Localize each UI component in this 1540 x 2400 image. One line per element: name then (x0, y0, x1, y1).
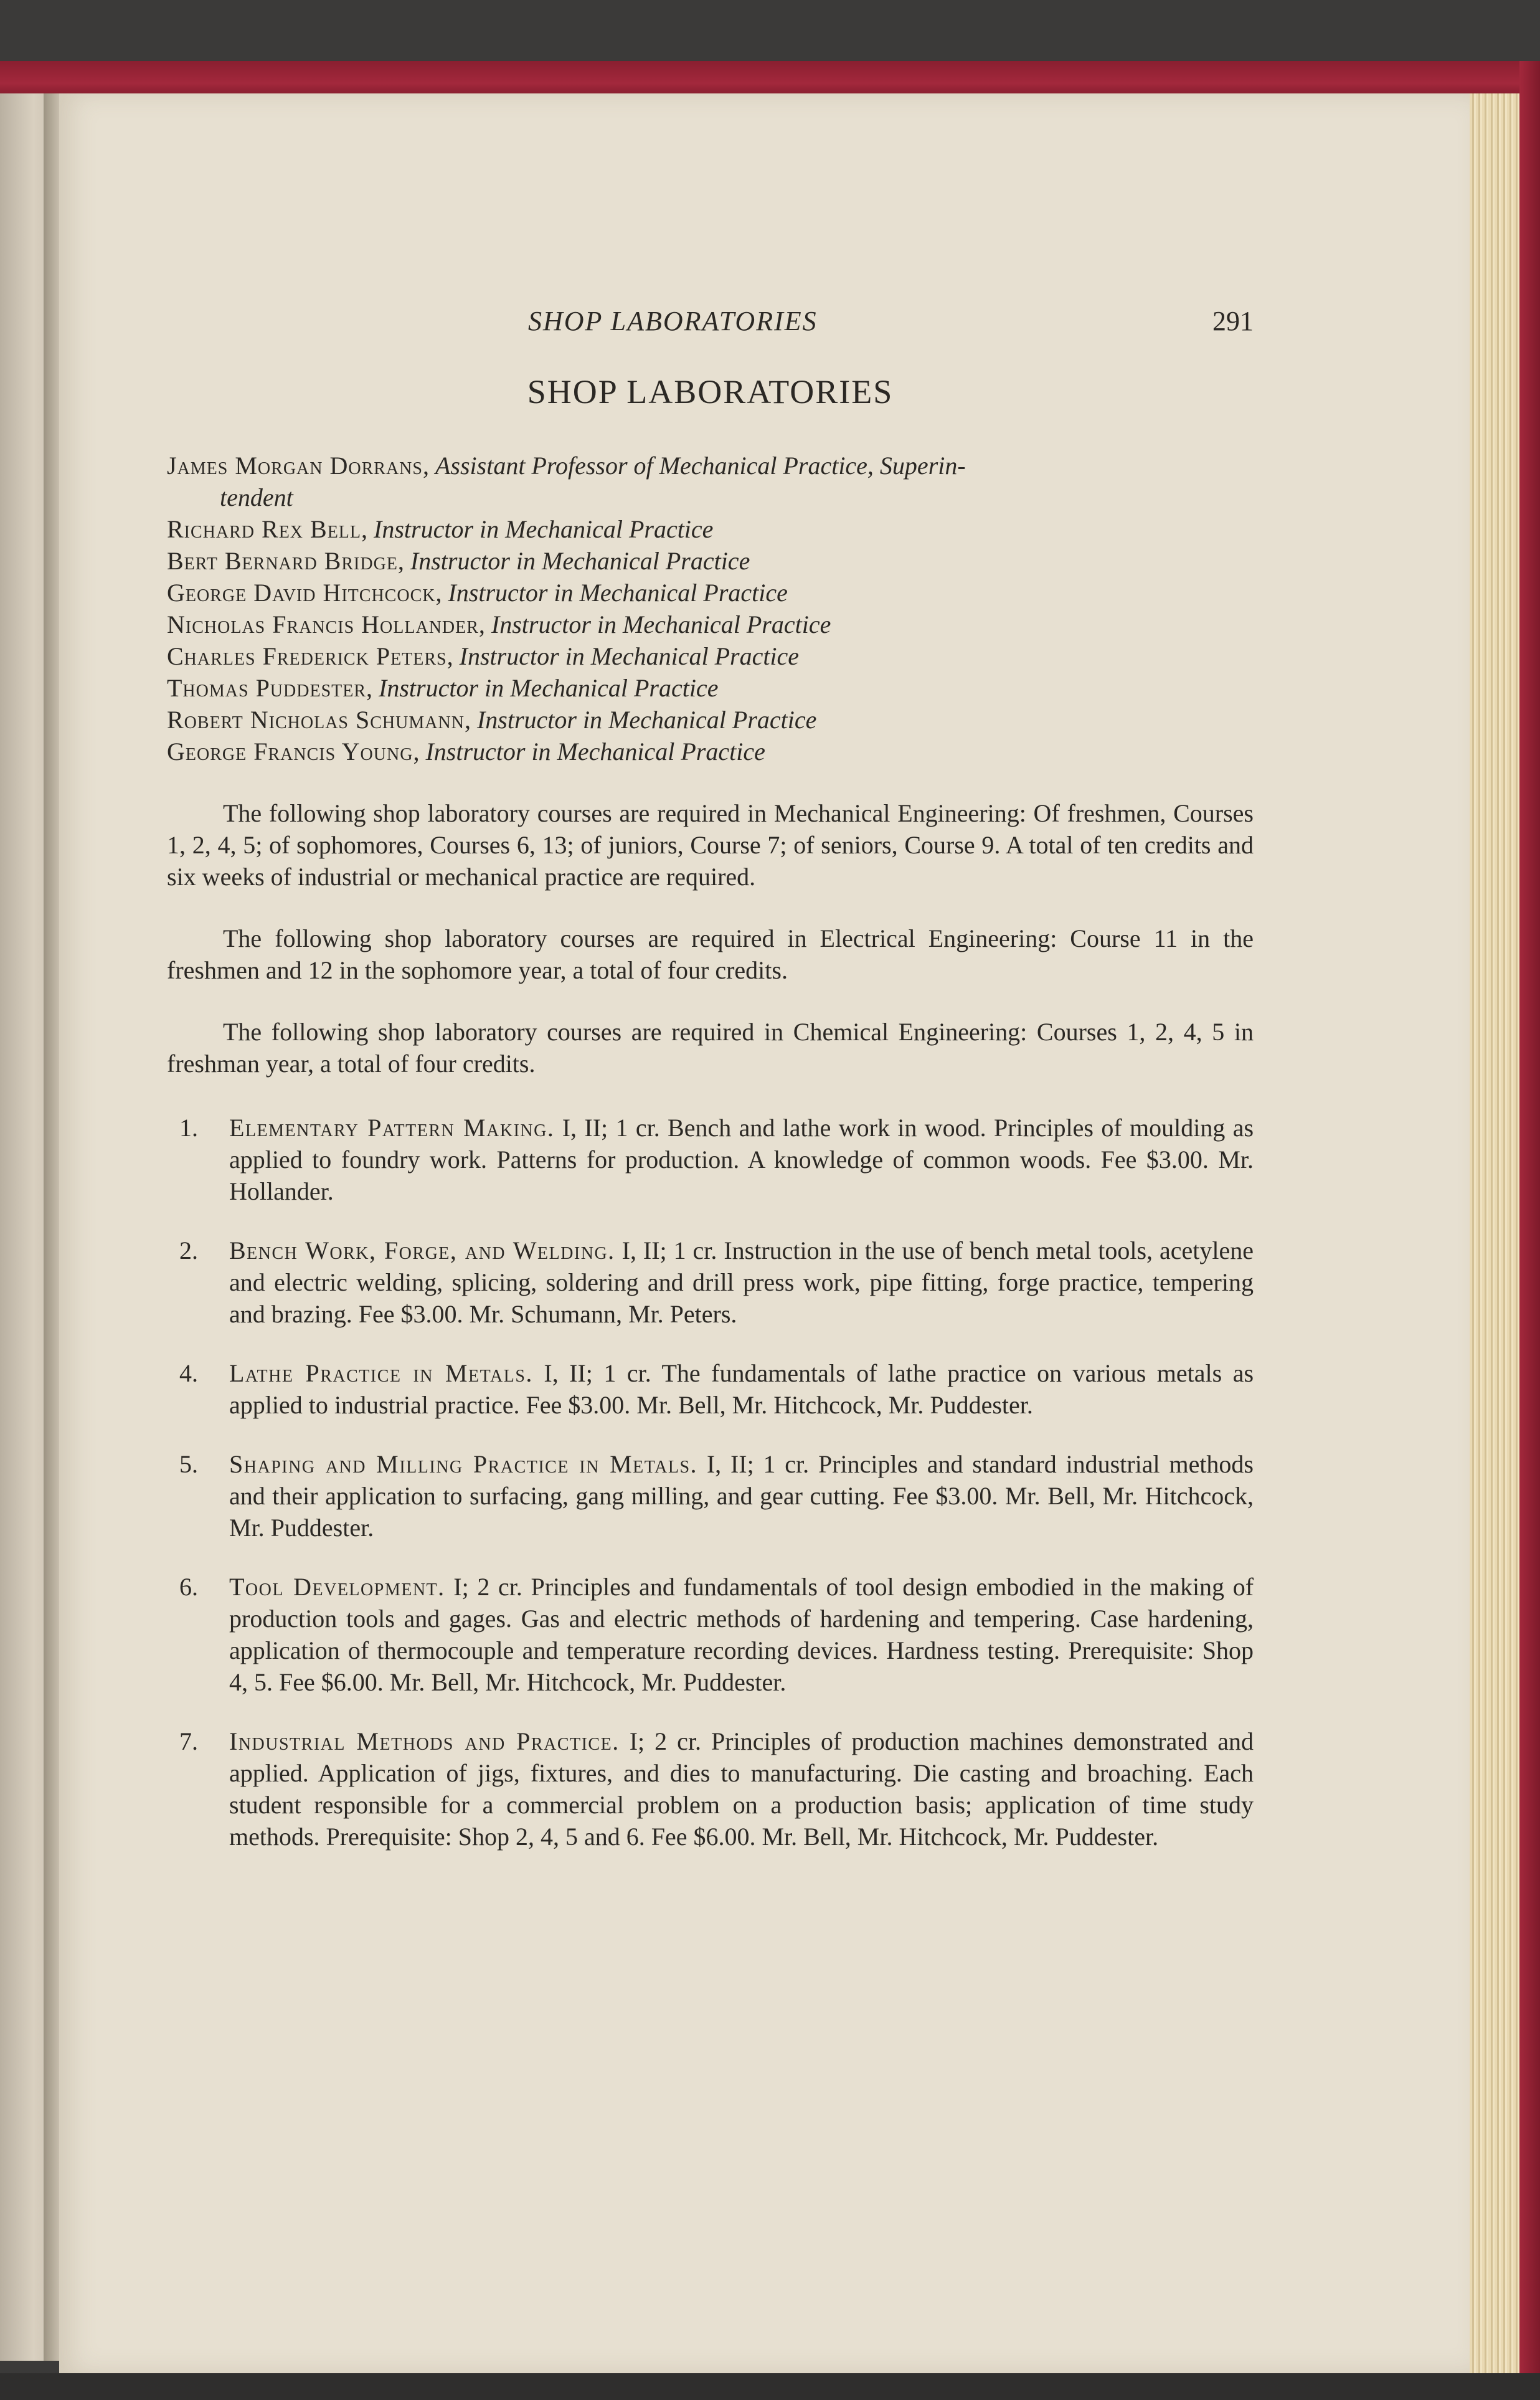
staff-role: Instructor in Mechanical Practice (374, 515, 714, 543)
course-entry (167, 1235, 1254, 1330)
page-number: 291 (1212, 306, 1254, 336)
staff-entry: James Morgan Dorrans, Assistant Professor of Mechanical Practice, Superin- (167, 452, 966, 480)
course-number: 1. (179, 1114, 198, 1142)
requirements-mechanical: The following shop laboratory courses are required in Mechanical Engineering: Of freshmen, Courses 1, 2, 4, 5; of sophomores, Courses 6, 13; of juniors, Course 7; of seniors, Course 9. A total of ten credits and six weeks of industrial or mechanical practice are required. (167, 799, 1254, 891)
scanner-bottom-strip (0, 2373, 1540, 2400)
staff-name: George Francis Young (167, 738, 413, 766)
staff-role: Instructor in Mechanical Practice (425, 738, 765, 766)
staff-entry: George David Hitchcock, Instructor in Mechanical Practice (167, 579, 788, 607)
course-description: I; 2 cr. Principles of production machines demonstrated and applied. Application of jigs, fixtures, and dies to manufacturing. Die casting and broaching. Each student responsible for a commercial problem on a production basis; application of time study methods. Prerequisite: Shop 2, 4, 5 and 6. Fee $6.00. Mr. Bell, Mr. Hitchcock, Mr. Puddester. (229, 1727, 1254, 1851)
running-head (167, 305, 1254, 349)
staff-entry: Charles Frederick Peters, Instructor in Mechanical Practice (167, 642, 800, 670)
course-description: I, II; 1 cr. The fundamentals of lathe practice on various metals as applied to industrial practice. Fee $3.00. Mr. Bell, Mr. Hitchcock, Mr. Puddester. (229, 1359, 1254, 1419)
page-content (167, 305, 1254, 1880)
course-entry (167, 1448, 1254, 1544)
course-description: I; 2 cr. Principles and fundamentals of tool design embodied in the making of production tools and gages. Gas and electric methods of hardening and tempering. Case hardening, application of thermocouple and temperature recording devices. Hardness testing. Prerequisite: Shop 4, 5. Fee $6.00. Mr. Bell, Mr. Hitchcock, Mr. Puddester. (229, 1573, 1254, 1696)
requirements-electrical: The following shop laboratory courses are required in Electrical Engineering: Course 11 in the freshmen and 12 in the sophomore year, a total of four credits. (167, 924, 1254, 984)
page-stack-edge (1470, 93, 1526, 2373)
staff-name: Nicholas Francis Hollander (167, 610, 479, 638)
staff-role: Assistant Professor of Mechanical Practice, Superin- (435, 452, 966, 480)
staff-role: Instructor in Mechanical Practice (476, 706, 817, 734)
course-description: I, II; 1 cr. Bench and lathe work in wood. Principles of moulding as applied to foundry work. Patterns for production. A knowledge of common woods. Fee $3.00. Mr. Hollander. (229, 1114, 1254, 1205)
staff-entry: Bert Bernard Bridge, Instructor in Mechanical Practice (167, 547, 750, 575)
course-entry (167, 1725, 1254, 1852)
course-title: Elementary Pattern Making. (229, 1114, 555, 1142)
course-number: 2. (179, 1236, 198, 1264)
staff-entry: Thomas Puddester, Instructor in Mechanical Practice (167, 674, 719, 702)
requirements-chemical: The following shop laboratory courses are required in Chemical Engineering: Courses 1, 2, 4, 5 in freshman year, a total of four credits. (167, 1018, 1254, 1078)
staff-role: Instructor in Mechanical Practice (379, 674, 719, 702)
course-description: I, II; 1 cr. Instruction in the use of bench metal tools, acetylene and electric welding, splicing, soldering and drill press work, pipe fitting, forge practice, tempering and brazing. Fee $3.00. Mr. Schumann, Mr. Peters. (229, 1236, 1254, 1328)
staff-role: Instructor in Mechanical Practice (410, 547, 750, 575)
chapter-title: SHOP LABORATORIES (527, 373, 894, 410)
staff-role: Instructor in Mechanical Practice (448, 579, 788, 607)
course-number: 7. (179, 1727, 198, 1755)
course-title: Industrial Methods and Practice. (229, 1727, 620, 1755)
staff-name: Richard Rex Bell (167, 515, 362, 543)
course-title: Lathe Practice in Metals. (229, 1359, 533, 1387)
staff-entry: Nicholas Francis Hollander, Instructor in Mechanical Practice (167, 610, 831, 638)
staff-name: George David Hitchcock (167, 579, 436, 607)
staff-name: James Morgan Dorrans (167, 452, 423, 480)
course-entry (167, 1571, 1254, 1698)
staff-role-continuation: tendent (220, 483, 293, 511)
course-title: Shaping and Milling Practice in Metals. (229, 1450, 698, 1478)
staff-entry: George Francis Young, Instructor in Mechanical Practice (167, 738, 765, 766)
running-head-title: SHOP LABORATORIES (528, 306, 818, 336)
course-number: 6. (179, 1573, 198, 1601)
course-number: 4. (179, 1359, 198, 1387)
course-entry (167, 1112, 1254, 1207)
course-list (167, 1112, 1254, 1852)
staff-entry: Robert Nicholas Schumann, Instructor in Mechanical Practice (167, 706, 817, 734)
staff-role: Instructor in Mechanical Practice (459, 642, 800, 670)
book-cover-right-edge (1519, 61, 1540, 2391)
book-cover-top-edge (0, 61, 1540, 98)
course-description: I, II; 1 cr. Principles and standard industrial methods and their application to surfacing, gang milling, and gear cutting. Fee $3.00. Mr. Bell, Mr. Hitchcock, Mr. Puddester. (229, 1450, 1254, 1542)
course-title: Tool Development. (229, 1573, 445, 1601)
staff-entry: Richard Rex Bell, Instructor in Mechanical Practice (167, 515, 714, 543)
staff-name: Charles Frederick Peters (167, 642, 447, 670)
staff-name: Robert Nicholas Schumann (167, 706, 465, 734)
course-entry (167, 1357, 1254, 1421)
course-title: Bench Work, Forge, and Welding. (229, 1236, 615, 1264)
staff-list (167, 450, 1254, 767)
course-number: 5. (179, 1450, 198, 1478)
staff-role: Instructor in Mechanical Practice (491, 610, 831, 638)
staff-name: Bert Bernard Bridge (167, 547, 398, 575)
staff-name: Thomas Puddester (167, 674, 367, 702)
